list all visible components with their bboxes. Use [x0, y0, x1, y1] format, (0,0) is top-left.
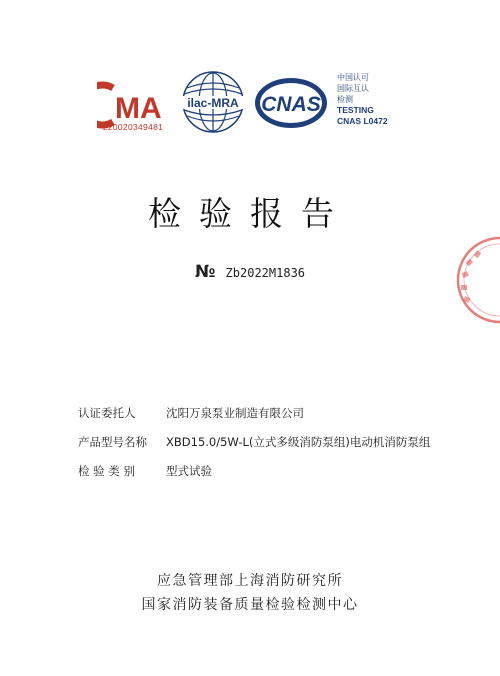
cnas-logo-text: CNAS: [261, 93, 321, 116]
issuer-block: [0, 570, 500, 618]
info-label: 认证委托人: [78, 405, 136, 420]
info-label: 产品型号名称: [78, 434, 147, 449]
report-title: 检验报告: [148, 194, 352, 233]
cnas-side-line: 检测: [337, 95, 353, 104]
info-row-client: [78, 398, 430, 427]
issuer-line: 应急管理部上海消防研究所: [157, 573, 343, 589]
report-number: [0, 262, 500, 282]
info-value: 沈阳万泉泵业制造有限公司: [166, 405, 304, 420]
issuer-line: 国家消防装备质量检验检测中心: [141, 597, 359, 613]
official-seal-stamp: [452, 230, 500, 330]
cnas-side-line: 国际互认: [337, 84, 369, 93]
cnas-side-line: CNAS L0472: [337, 116, 388, 126]
cnas-logo: [253, 76, 329, 130]
info-row-product: [78, 427, 430, 456]
info-label: 检 验 类 别: [78, 463, 135, 478]
cnas-side-line: 中国认可: [337, 73, 369, 82]
report-info: [78, 398, 430, 485]
cnas-side-text: [337, 72, 388, 127]
cnas-side-line: TESTING: [337, 105, 374, 115]
ilac-logo-text: ilac-MRA: [187, 96, 239, 110]
number-value: Zb2022M1836: [225, 266, 306, 280]
ilac-mra-logo: [177, 70, 249, 134]
cma-logo-text: MA: [115, 92, 162, 125]
cma-number: 220020349481: [102, 122, 164, 132]
number-symbol: №: [194, 262, 216, 282]
info-value: XBD15.0/5W-L(立式多级消防泵组)电动机消防泵组: [166, 434, 431, 449]
info-value: 型式试验: [166, 463, 212, 478]
info-row-category: [78, 456, 430, 485]
accreditation-logos: [97, 68, 407, 138]
